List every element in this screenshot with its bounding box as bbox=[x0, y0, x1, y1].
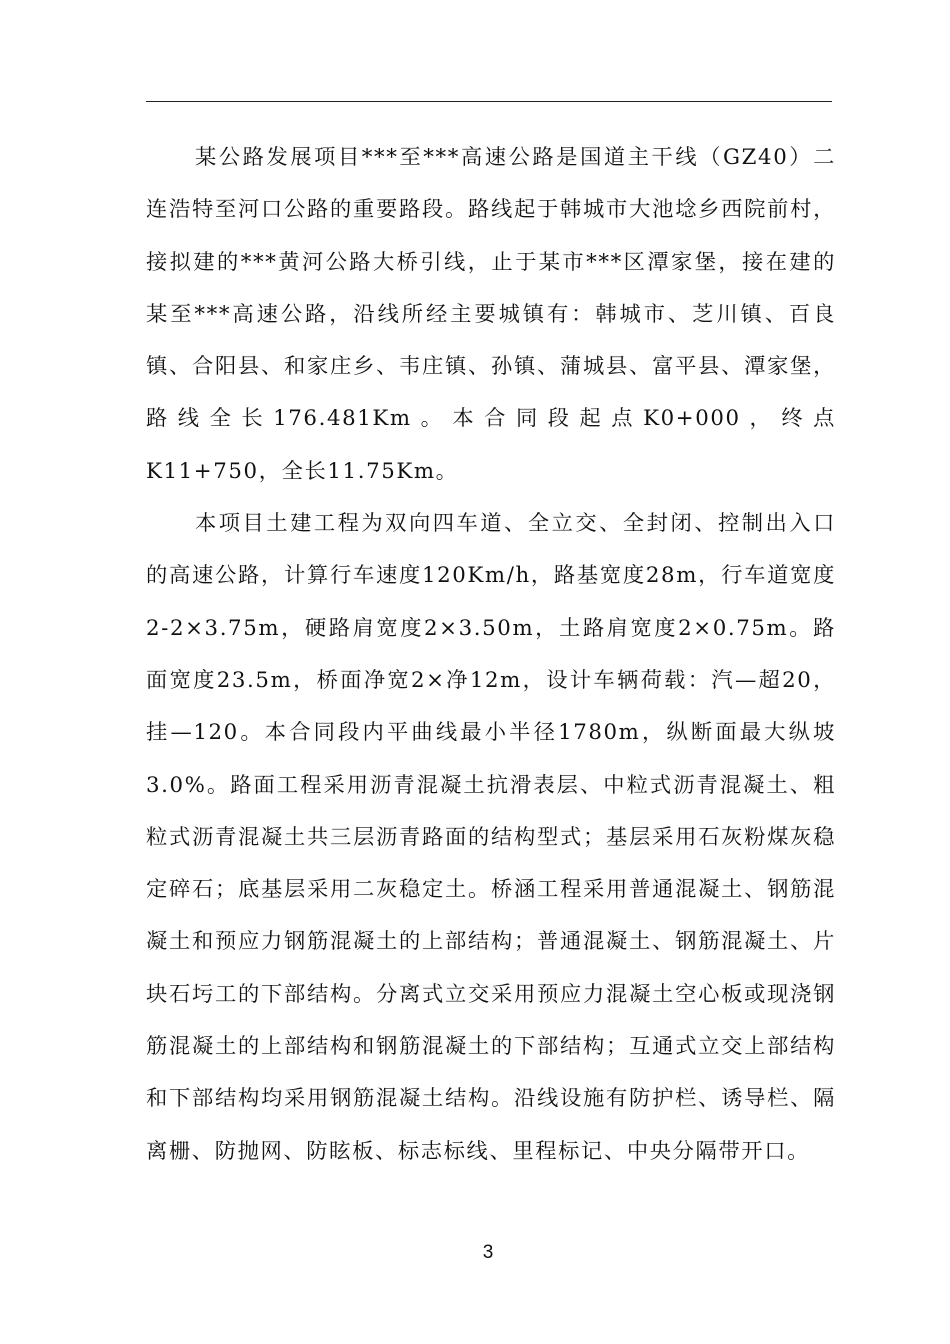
page-number: 3 bbox=[482, 1242, 494, 1263]
header-rule bbox=[146, 101, 832, 102]
paragraph-project-overview: 某公路发展项目***至***高速公路是国道主干线（GZ40）二连浩特至河口公路的重要路段。路线起于韩城市大池埝乡西院前村，接拟建的***黄河公路大桥引线，止于某市***区潭家堡，接在建的某至***高速公路，沿线所经主要城镇有：韩城市、芝川镇、百良镇、合阳县、和家庄乡、韦庄镇、孙镇、蒲城县、富平县、潭家堡，路线全长176.481Km。本合同段起点K0+000，终点K11+750，全长11.75Km。 bbox=[146, 145, 836, 484]
paragraph-construction-details: 本项目土建工程为双向四车道、全立交、全封闭、控制出入口的高速公路，计算行车速度120Km/h，路基宽度28m，行车道宽度2-2×3.75m，硬路肩宽度2×3.50m，土路肩宽度2×0.75m。路面宽度23.5m，桥面净宽2×净12m，设计车辆荷载：汽—超20，挂—120。本合同段内平曲线最小半径1780m，纵断面最大纵坡3.0%。路面工程采用沥青混凝土抗滑表层、中粒式沥青混凝土、粗粒式沥青混凝土共三层沥青路面的结构型式；基层采用石灰粉煤灰稳定碎石；底基层采用二灰稳定土。桥涵工程采用普通混凝土、钢筋混凝土和预应力钢筋混凝土的上部结构；普通混凝土、钢筋混凝土、片块石圬工的下部结构。分离式立交采用预应力混凝土空心板或现浇钢筋混凝土的上部结构和钢筋混凝土的下部结构；互通式立交上部结构和下部结构均采用钢筋混凝土结构。沿线设施有防护栏、诱导栏、隔离栅、防抛网、防眩板、标志标线、里程标记、中央分隔带开口。 bbox=[146, 511, 836, 1164]
body-text bbox=[146, 132, 836, 1178]
